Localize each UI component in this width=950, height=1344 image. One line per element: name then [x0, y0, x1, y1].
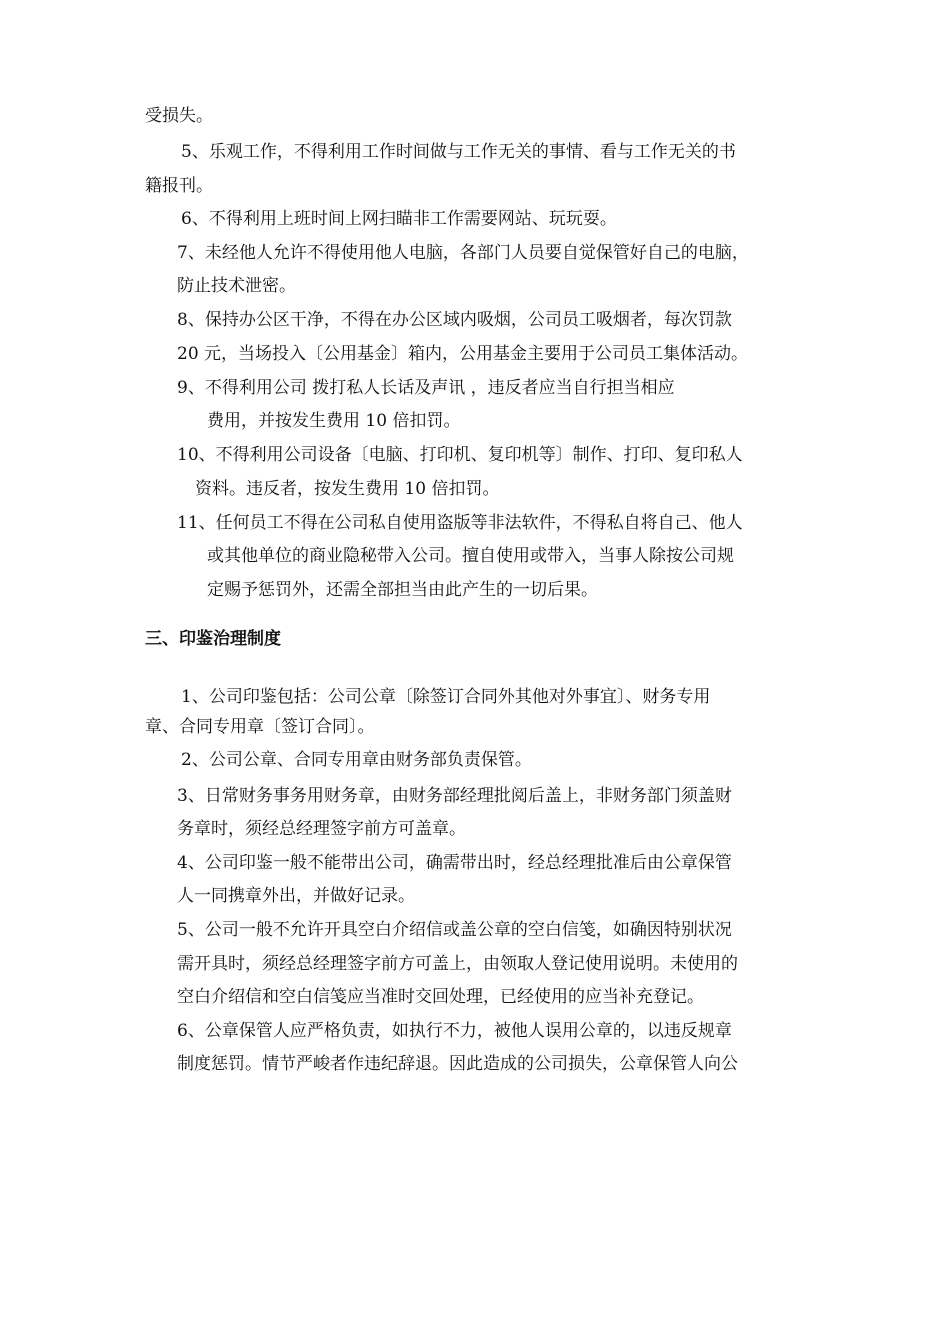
rule-7-line-1: 7、未经他人允许不得使用他人电脑，各部门人员要自觉保管好自己的电脑，	[177, 243, 749, 263]
rule-8-line-1: 8、保持办公区干净，不得在办公区域内吸烟，公司员工吸烟者，每次罚款	[177, 310, 732, 330]
seal-rule-4-line-1: 4、公司印鉴一般不能带出公司，确需带出时，经总经理批准后由公章保管	[177, 853, 732, 873]
rule-11-line-3: 定赐予惩罚外，还需全部担当由此产生的一切后果。	[207, 580, 598, 600]
rule-5-line-1: 5、乐观工作，不得利用工作时间做与工作无关的事情、看与工作无关的书	[181, 142, 736, 162]
seal-rule-1-line-1: 1、公司印鉴包括：公司公章〔除签订合同外其他对外事宜〕、财务专用	[181, 687, 711, 707]
seal-rule-3-line-1: 3、日常财务事务用财务章，由财务部经理批阅后盖上，非财务部门须盖财	[177, 786, 732, 806]
rule-5-line-2: 籍报刊。	[145, 176, 213, 196]
rule-10-line-2: 资料。违反者，按发生费用 10 倍扣罚。	[195, 479, 500, 499]
seal-rule-1-line-2: 章、合同专用章〔签订合同〕。	[145, 717, 375, 737]
seal-rule-5-line-2: 需开具时，须经总经理签字前方可盖上，由领取人登记使用说明。未使用的	[177, 954, 738, 974]
rule-9-line-1: 9、不得利用公司 拨打私人长话及声讯 ，违反者应当自行担当相应	[177, 378, 675, 398]
seal-rule-2-line-1: 2、公司公章、合同专用章由财务部负责保管。	[181, 750, 532, 770]
rule-7-line-2: 防止技术泄密。	[177, 276, 296, 296]
seal-rule-4-line-2: 人一同携章外出，并做好记录。	[177, 886, 415, 906]
rule-6-line-1: 6、不得利用上班时间上网扫瞄非工作需要网站、玩玩耍。	[181, 209, 617, 229]
rule-9-line-2: 费用，并按发生费用 10 倍扣罚。	[207, 411, 461, 431]
seal-rule-3-line-2: 务章时，须经总经理签字前方可盖章。	[177, 819, 466, 839]
paragraph-fragment: 受损失。	[145, 106, 213, 126]
rule-11-line-1: 11、任何员工不得在公司私自使用盗版等非法软件，不得私自将自己、他人	[177, 513, 743, 533]
rule-11-line-2: 或其他单位的商业隐秘带入公司。擅自使用或带入，当事人除按公司规	[207, 546, 734, 566]
rule-8-line-2: 20 元，当场投入〔公用基金〕箱内，公用基金主要用于公司员工集体活动。	[177, 344, 749, 364]
seal-rule-6-line-1: 6、公章保管人应严格负责，如执行不力，被他人误用公章的，以违反规章	[177, 1021, 732, 1041]
seal-rule-5-line-3: 空白介绍信和空白信笺应当准时交回处理，已经使用的应当补充登记。	[177, 987, 704, 1007]
seal-rule-6-line-2: 制度惩罚。情节严峻者作违纪辞退。因此造成的公司损失，公章保管人向公	[177, 1054, 738, 1074]
section-heading-seal-management: 三、印鉴治理制度	[145, 629, 281, 649]
rule-10-line-1: 10、不得利用公司设备〔电脑、打印机、复印机等〕制作、打印、复印私人	[177, 445, 743, 465]
seal-rule-5-line-1: 5、公司一般不允许开具空白介绍信或盖公章的空白信笺，如确因特别状况	[177, 920, 732, 940]
